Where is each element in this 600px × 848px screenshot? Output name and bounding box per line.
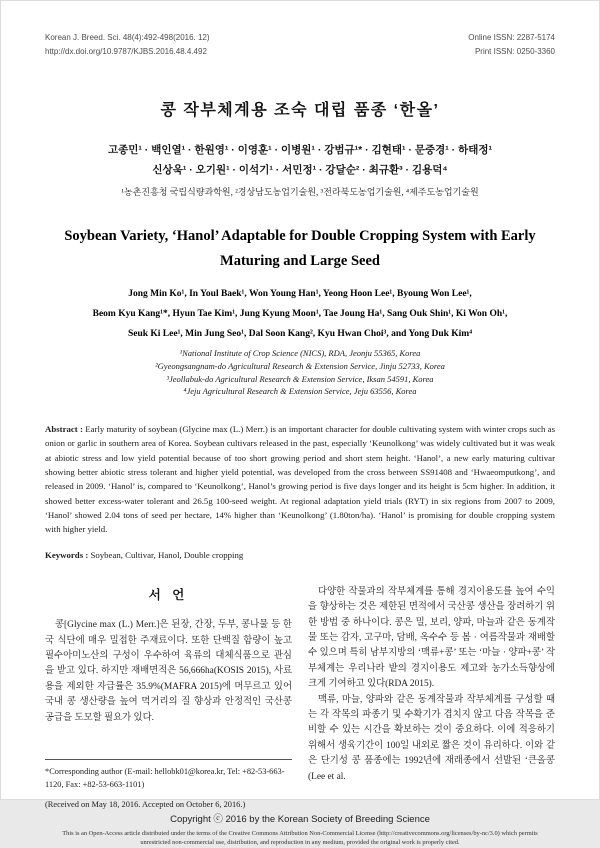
affiliations-english — [45, 347, 555, 398]
authors-english-line3: Seuk Ki Lee¹, Min Jung Seo¹, Dal Soon Kang², Kyu Hwan Choi³, and Yong Duk Kim⁴ — [127, 329, 473, 340]
issn-block — [468, 31, 555, 59]
keywords-label: Keywords : — [45, 549, 89, 560]
affiliation-english-4: ⁴Jeju Agricultural Research & Extension Service, Jeju 63556, Korea — [183, 386, 417, 397]
affiliation-english-2: ²Gyeongsangnam-do Agricultural Research & Extension Service, Jinju 52733, Korea — [155, 360, 445, 371]
abstract-label: Abstract : — [45, 424, 83, 435]
body-columns — [45, 585, 555, 811]
authors-english-line2: Beom Kyu Kang¹*, Hyun Tae Kim¹, Jung Kyung Moon¹, Tae Joung Ha¹, Sang Ouk Shin¹, Ki Won Oh¹, — [92, 309, 508, 320]
body-paragraph-1: 다양한 작물과의 작부체계를 통해 경지이용도를 높여 수익을 향상하는 것은 제한된 면적에서 국산콩 생산을 장려하기 위한 방법 중 하나이다. 콩은 밀, 보리, 양파, 마늘과 같은 동계작물 또는 감자, 고구마, 담배, 옥수수 등 봄 · 여름작물과 재배할 수 있으며 특히 남부지방의 ‘맥류+콩’ 또는 ‘마늘 · 양파+콩’ 작부체계는 우리나라 밭의 경지이용도 제고와 농가소득향상에 크게 기여하고 있다(RDA 2015). — [308, 586, 555, 690]
left-column-spacer — [45, 726, 292, 759]
title-korean: 콩 작부체계용 조숙 대립 품종 ‘한올’ — [160, 102, 440, 119]
keywords-line — [45, 550, 555, 560]
affiliations-korean: ¹농촌진흥청 국립식량과학원, ²경상남도농업기술원, ³전라북도농업기술원, ⁴제주도농업기술원 — [121, 186, 479, 197]
page-footer — [45, 811, 555, 848]
intro-paragraph: 콩[Glycine max (L.) Merr.]은 된장, 간장, 두부, 콩나물 등 한국 식단에 매우 밀접한 주재료이다. 또한 단백질 함량이 높고 필수아미노산의 구성이 우수하여 육류의 대체식품으로 관심을 받고 있다. 하지만 재배면적은 56,666ha(KOSIS 2015), 사료용을 제외한 자급률은 35.9%(MAFRA 2015)에 머무르고 있어 국내 콩 생산량을 높여 먹거리의 질 향상과 안정적인 국산콩 공급을 도모할 필요가 있다. — [45, 620, 292, 723]
title-english: Soybean Variety, ‘Hanol’ Adaptable for Double Cropping System with Early Maturing and Large Seed — [64, 227, 536, 269]
keywords-text: Soybean, Cultivar, Hanol, Double cropping — [90, 549, 244, 560]
section-heading-introduction: 서 언 — [148, 587, 189, 602]
abstract-paragraph — [45, 422, 555, 537]
left-column — [45, 585, 292, 811]
affiliation-english-1: ¹National Institute of Crop Science (NICS), RDA, Jeonju 55365, Korea — [179, 348, 421, 359]
received-accepted-note: (Received on May 18, 2016. Accepted on October 6, 2016.) — [45, 799, 246, 809]
right-column — [308, 585, 555, 811]
footnote-block — [45, 765, 292, 811]
license-text: This is an Open-Access article distributed under the terms of the Creative Commons Attribution Non-Commercial License (http://creativecommons.org/licenses/by-nc/3.0) which permits unrestricted non-commercial use, distribution, and reproduction in any medium, provided the original work is properly cited. — [62, 829, 538, 847]
journal-citation: Korean J. Breed. Sci. 48(4):492-498(2016. 12) — [45, 33, 210, 42]
affiliation-english-3: ³Jeollabuk-do Agricultural Research & Extension Service, Iksan 54591, Korea — [166, 373, 434, 384]
journal-header — [45, 31, 555, 59]
print-issn: Print ISSN: 0250-3360 — [474, 47, 555, 56]
abstract-text: Early maturity of soybean (Glycine max (L.) Merr.) is an important character for double cultivating system with winter crops such as onion or garlic in southern area of Korea. Soybean cultivars released in the past, especially ‘Keunolkong’ was widely cultivated but it was weak at abiotic stress and low yield potential because of too short growing period and short stem height. ‘Hanol’, a new early maturing cultivar showing better abiotic stress tolerant and higher yield potential, was developed from the cross between SS91408 and ‘Hwaeomputkong’, and released in 2009. ‘Hanol’ is, compared to ‘Keunolkong’, Hanol’s growing period is five days longer and its height is 5cm higher. In addition, it showed better excess-water tolerant and 26.5g 100-seed weight. At regional adaptation yield trials (RYT) in six regions from 2007 to 2009, ‘Hanol’ showed 2.04 tons of seed per hectare, 14% higher than ‘Keunolkong’ (1.80ton/ha). ‘Hanol’ is promising for double cropping system with higher yield. — [45, 424, 555, 535]
body-paragraph-2: 맥류, 마늘, 양파와 같은 동계작물과 작부체계를 구성할 때는 각 작목의 파종기 및 수확기가 겹치지 않고 다음 작목을 준비할 수 있는 시간을 확보하는 것이 중요하다. 이에 적응하기 위해서 생육기간이 100일 내외로 짧은 것이 유리하다. 이와 같은 단기성 콩 품종에는 1992년에 재래종에서 선발된 ‘큰올콩(Lee et al. — [308, 694, 555, 782]
online-issn: Online ISSN: 2287-5174 — [468, 33, 555, 42]
authors-korean-line2: 신상욱¹ · 오기원¹ · 이석기¹ · 서민정¹ · 강달순² · 최규환³ · 김용덕⁴ — [152, 164, 448, 177]
authors-english — [45, 285, 555, 345]
authors-english-line1: Jong Min Ko¹, In Youl Baek¹, Won Young Han¹, Yeong Hoon Lee¹, Byoung Won Lee¹, — [128, 289, 472, 300]
journal-citation-block — [45, 31, 210, 59]
doi-link: http://dx.doi.org/10.9787/KJBS.2016.48.4.492 — [45, 47, 207, 56]
footnote-divider — [45, 759, 292, 760]
corresponding-author-note: *Corresponding author (E-mail: hellobk01@korea.kr, Tel: +82-53-663-1120, Fax: +82-53-663-1101) — [45, 766, 285, 789]
authors-korean-line1: 고종민¹ · 백인열¹ · 한원영¹ · 이영훈¹ · 이병원¹ · 강범규¹* · 김현태¹ · 문중경¹ · 하태정¹ — [107, 144, 493, 156]
authors-korean — [45, 140, 555, 181]
copyright-line: Copyright ⓒ 2016 by the Korean Society of Breeding Science — [170, 813, 430, 825]
